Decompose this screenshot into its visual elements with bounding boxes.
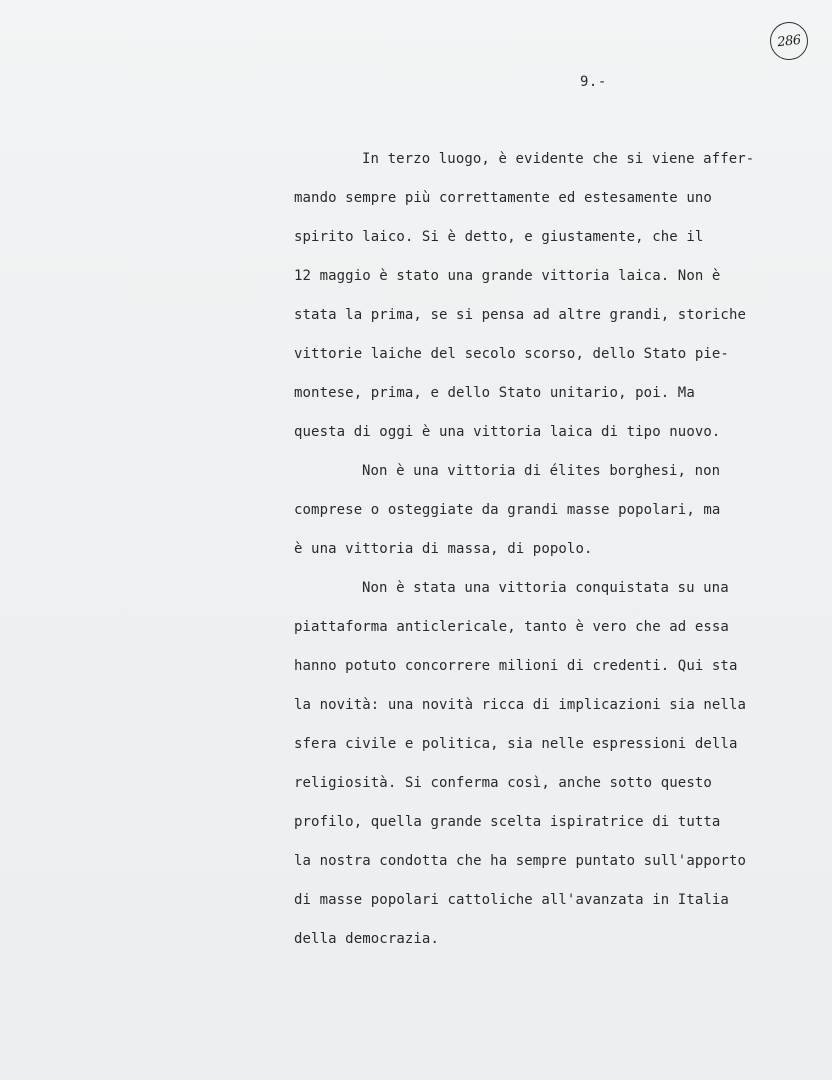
text-line: di masse popolari cattoliche all'avanzata in Italia: [294, 892, 729, 908]
text-line: 12 maggio è stato una grande vittoria laica. Non è: [294, 268, 721, 284]
text-line: stata la prima, se si pensa ad altre grandi, storiche: [294, 307, 747, 323]
text-line: mando sempre più correttamente ed estesamente uno: [294, 190, 712, 206]
text-line: sfera civile e politica, sia nelle espressioni della: [294, 736, 738, 752]
text-line: questa di oggi è una vittoria laica di tipo nuovo.: [294, 424, 721, 440]
text-line: la novità: una novità ricca di implicazioni sia nella: [294, 697, 747, 713]
text-line: spirito laico. Si è detto, e giustamente, che il: [294, 229, 704, 245]
text-line: Non è una vittoria di élites borghesi, non: [362, 463, 721, 479]
text-line: religiosità. Si conferma così, anche sotto questo: [294, 775, 712, 791]
text-line: comprese o osteggiate da grandi masse popolari, ma: [294, 502, 721, 518]
text-line: è una vittoria di massa, di popolo.: [294, 541, 593, 557]
page-number: 9.-: [580, 74, 607, 90]
text-line: Non è stata una vittoria conquistata su una: [362, 580, 729, 596]
text-line: profilo, quella grande scelta ispiratrice di tutta: [294, 814, 721, 830]
text-line: montese, prima, e dello Stato unitario, poi. Ma: [294, 385, 695, 401]
text-line: della democrazia.: [294, 931, 439, 947]
text-line: hanno potuto concorrere milioni di credenti. Qui sta: [294, 658, 738, 674]
page-stamp: [768, 20, 810, 62]
text-line: In terzo luogo, è evidente che si viene affer-: [362, 151, 755, 167]
text-line: piattaforma anticlericale, tanto è vero che ad essa: [294, 619, 729, 635]
text-line: la nostra condotta che ha sempre puntato sull'apporto: [294, 853, 747, 869]
text-line: vittorie laiche del secolo scorso, dello Stato pie-: [294, 346, 729, 362]
page-stamp-number: 286: [776, 32, 802, 50]
